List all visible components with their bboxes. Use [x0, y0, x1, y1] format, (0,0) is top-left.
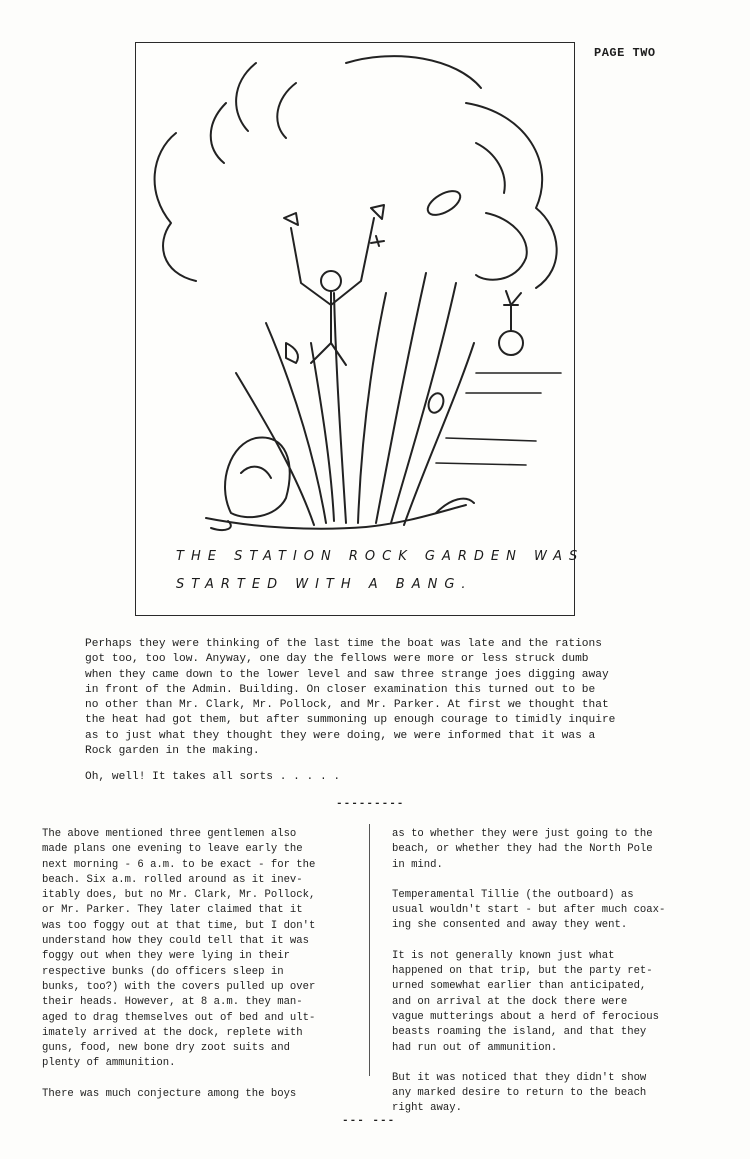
intro-paragraph: Perhaps they were thinking of the last time the boat was late and the rations got too, too low. Anyway, one day the fellows were more or less struck dumb when they came down to the lower level and saw three strange joes digging away in front of the Admin. Building. On closer examination this turned out to be no other than Mr. Clark, Mr. Pollock, and Mr. Parker. At first we thought that the heat had got them, but after summoning up enough courage to timidly inquire as to just what they thought they were doing, we were informed that it was a Rock garden in the making. [85, 638, 616, 758]
explosion-drawing [136, 43, 585, 617]
cloud-puff-left [155, 133, 196, 281]
blast-streak [334, 293, 346, 523]
cartoon-caption-line-1: THE STATION ROCK GARDEN WAS [176, 549, 585, 564]
flying-man-body [291, 218, 374, 343]
intro-closing-line: Oh, well! It takes all sorts . . . . . [85, 771, 341, 783]
article-right-column [392, 827, 712, 1132]
right-paragraph: It is not generally known just what happened on that trip, but the party ret- urned somewhat earlier than anticipated, and on arrival at the dock there were vague mutterings about a herd of ferocious beasts roaming the island, and that they had run out of ammunition. [392, 949, 660, 1054]
upside-down-man-head [499, 331, 523, 355]
cartoon-caption-line-2: STARTED WITH A BANG. [176, 577, 473, 592]
cloud-puff-top-left [236, 63, 256, 131]
cloud-puff-right [466, 103, 557, 288]
end-mark: --- --- [342, 1115, 396, 1127]
flying-man-head [321, 271, 341, 291]
cartoon-illustration [135, 42, 585, 616]
right-paragraph: Temperamental Tillie (the outboard) as usual wouldn't start - but after much coax- ing she consented and away they went. [392, 888, 666, 932]
right-paragraph: as to whether they were just going to the beach, or whether they had the North Pole in mind. [392, 828, 653, 871]
section-divider: --------- [336, 798, 405, 810]
column-rule [369, 824, 370, 1076]
page-number-label: PAGE TWO [594, 46, 656, 60]
cloud-puff-top [346, 56, 481, 88]
article-left-column: The above mentioned three gentlemen also made plans one evening to leave early the next morning - 6 a.m. to be exact - for the beach. Six a.m. rolled around as it inev- itably does, but no Mr. Clark, Mr. Pollock, or Mr. Parker. They later claimed that it was too foggy out at that time, but I don't understand how they could tell that it was foggy out when they were lying in their respective bunks (do officers sleep in bunks, too?) with the covers pulled up over their heads. However, at 8 a.m. they man- aged to drag themselves out of bed and ult- imately arrived at the dock, replete with guns, food, new bone dry zoot suits and plenty of ammunition. There was much conjecture among the boys [42, 828, 316, 1101]
right-paragraph: But it was noticed that they didn't show any marked desire to return to the beach right away. [392, 1071, 647, 1115]
